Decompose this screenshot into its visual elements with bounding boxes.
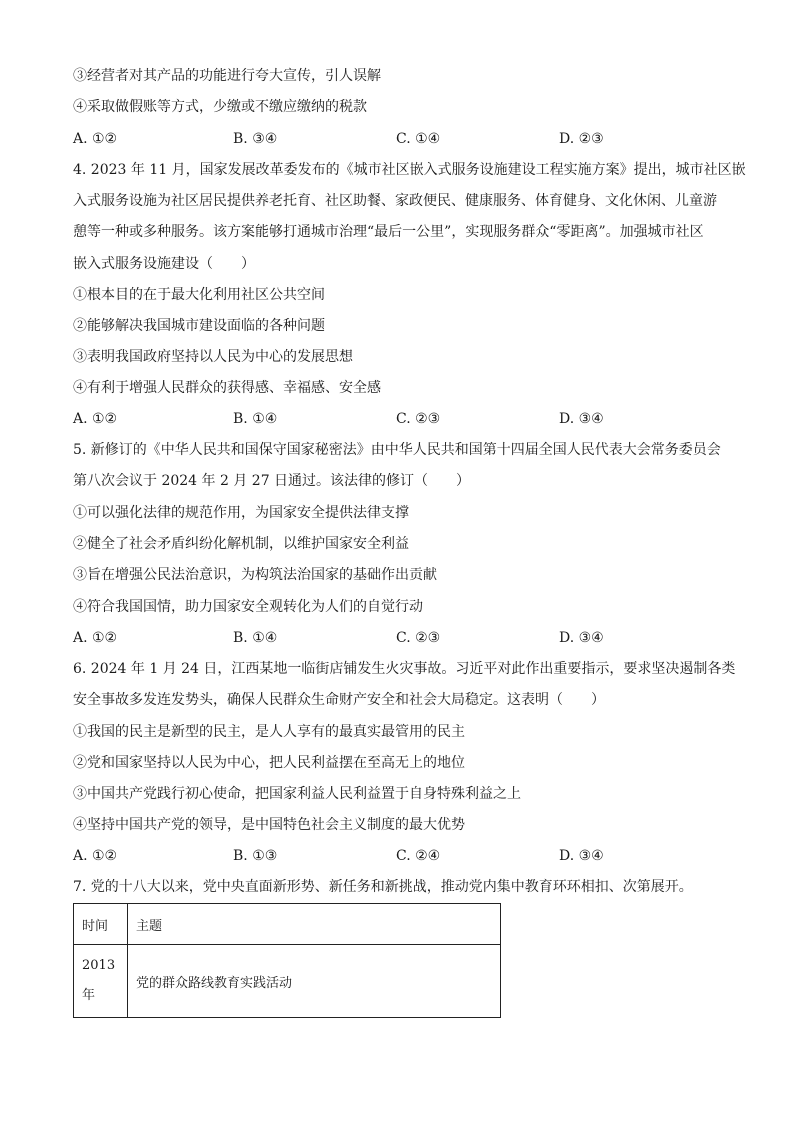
q4-item-2: ②能够解决我国城市建设面临的各种问题 <box>73 318 325 334</box>
q5-option-a[interactable]: A. ①② <box>73 630 118 646</box>
q3-item-3: ③经营者对其产品的功能进行夸大宣传，引人误解 <box>73 68 381 84</box>
q5-stem-line: 5. 新修订的《中华人民共和国保守国家秘密法》由中华人民共和国第十四届全国人民代表大会常务委员会 <box>73 442 721 458</box>
q4-stem-line: 4. 2023 年 11 月，国家发展改革委发布的《城市社区嵌入式服务设施建设工程实施方案》提出，城市社区嵌 <box>73 162 746 178</box>
q5-item-3: ③旨在增强公民法治意识，为构筑法治国家的基础作出贡献 <box>73 567 437 583</box>
q5-option-c[interactable]: C. ②③ <box>396 630 441 646</box>
q3-options <box>73 129 733 149</box>
table-header-theme: 主题 <box>128 904 501 945</box>
q4-options <box>73 409 733 429</box>
q4-option-b[interactable]: B. ①④ <box>233 411 278 427</box>
q6-stem-line: 6. 2024 年 1 月 24 日，江西某地一临街店铺发生火灾事故。习近平对此作出重要指示，要求坚决遏制各类 <box>73 661 736 677</box>
q5-item-2: ②健全了社会矛盾纠纷化解机制，以维护国家安全利益 <box>73 536 409 552</box>
q3-option-d[interactable]: D. ②③ <box>559 131 604 147</box>
q5-option-d[interactable]: D. ③④ <box>559 630 604 646</box>
q4-option-d[interactable]: D. ③④ <box>559 411 604 427</box>
q6-option-b[interactable]: B. ①③ <box>233 848 278 864</box>
q6-option-c[interactable]: C. ②④ <box>396 848 441 864</box>
q4-option-c[interactable]: C. ②③ <box>396 411 441 427</box>
q5-option-b[interactable]: B. ①④ <box>233 630 278 646</box>
q5-stem-line: 第八次会议于 2024 年 2 月 27 日通过。该法律的修订（ ） <box>73 473 471 489</box>
q4-stem-line: 入式服务设施为社区居民提供养老托育、社区助餐、家政便民、健康服务、体育健身、文化休闲、儿童游 <box>73 193 717 209</box>
q3-option-b[interactable]: B. ③④ <box>233 131 278 147</box>
q3-option-a[interactable]: A. ①② <box>73 131 118 147</box>
q3-option-c[interactable]: C. ①④ <box>396 131 441 147</box>
q6-options <box>73 846 733 866</box>
q5-options <box>73 628 733 648</box>
q6-item-1: ①我国的民主是新型的民主，是人人享有的最真实最管用的民主 <box>73 724 465 740</box>
q7-stem: 7. 党的十八大以来，党中央直面新形势、新任务和新挑战，推动党内集中教育环环相扣、次第展开。 <box>73 879 693 895</box>
q6-item-4: ④坚持中国共产党的领导，是中国特色社会主义制度的最大优势 <box>73 817 465 833</box>
table-row <box>74 945 501 1018</box>
q4-item-4: ④有利于增强人民群众的获得感、幸福感、安全感 <box>73 380 381 396</box>
q6-item-2: ②党和国家坚持以人民为中心，把人民利益摆在至高无上的地位 <box>73 755 465 771</box>
q3-item-4: ④采取做假账等方式，少缴或不缴应缴纳的税款 <box>73 99 367 115</box>
q5-item-1: ①可以强化法律的规范作用，为国家安全提供法律支撑 <box>73 505 409 521</box>
table-header-time: 时间 <box>74 904 128 945</box>
q7-table <box>73 903 501 1018</box>
table-cell-year-unit: 年 <box>82 988 96 1003</box>
q6-option-d[interactable]: D. ③④ <box>559 848 604 864</box>
table-cell-year: 2013 <box>82 958 116 973</box>
q4-stem-line: 憩等一种或多种服务。该方案能够打通城市治理“最后一公里”，实现服务群众“零距离”。加强城市社区 <box>73 224 704 240</box>
table-cell-theme: 党的群众路线教育实践活动 <box>128 945 501 1018</box>
q4-item-1: ①根本目的在于最大化利用社区公共空间 <box>73 287 325 303</box>
q4-option-a[interactable]: A. ①② <box>73 411 118 427</box>
q4-item-3: ③表明我国政府坚持以人民为中心的发展思想 <box>73 349 353 365</box>
q5-item-4: ④符合我国国情，助力国家安全观转化为人们的自觉行动 <box>73 599 423 615</box>
q4-stem-line: 嵌入式服务设施建设（ ） <box>73 256 255 272</box>
table-header-row <box>74 904 501 945</box>
q6-stem-line: 安全事故多发连发势头，确保人民群众生命财产安全和社会大局稳定。这表明（ ） <box>73 692 605 708</box>
q6-item-3: ③中国共产党践行初心使命，把国家利益人民利益置于自身特殊利益之上 <box>73 786 521 802</box>
q6-option-a[interactable]: A. ①② <box>73 848 118 864</box>
table-cell-time <box>74 945 128 1018</box>
